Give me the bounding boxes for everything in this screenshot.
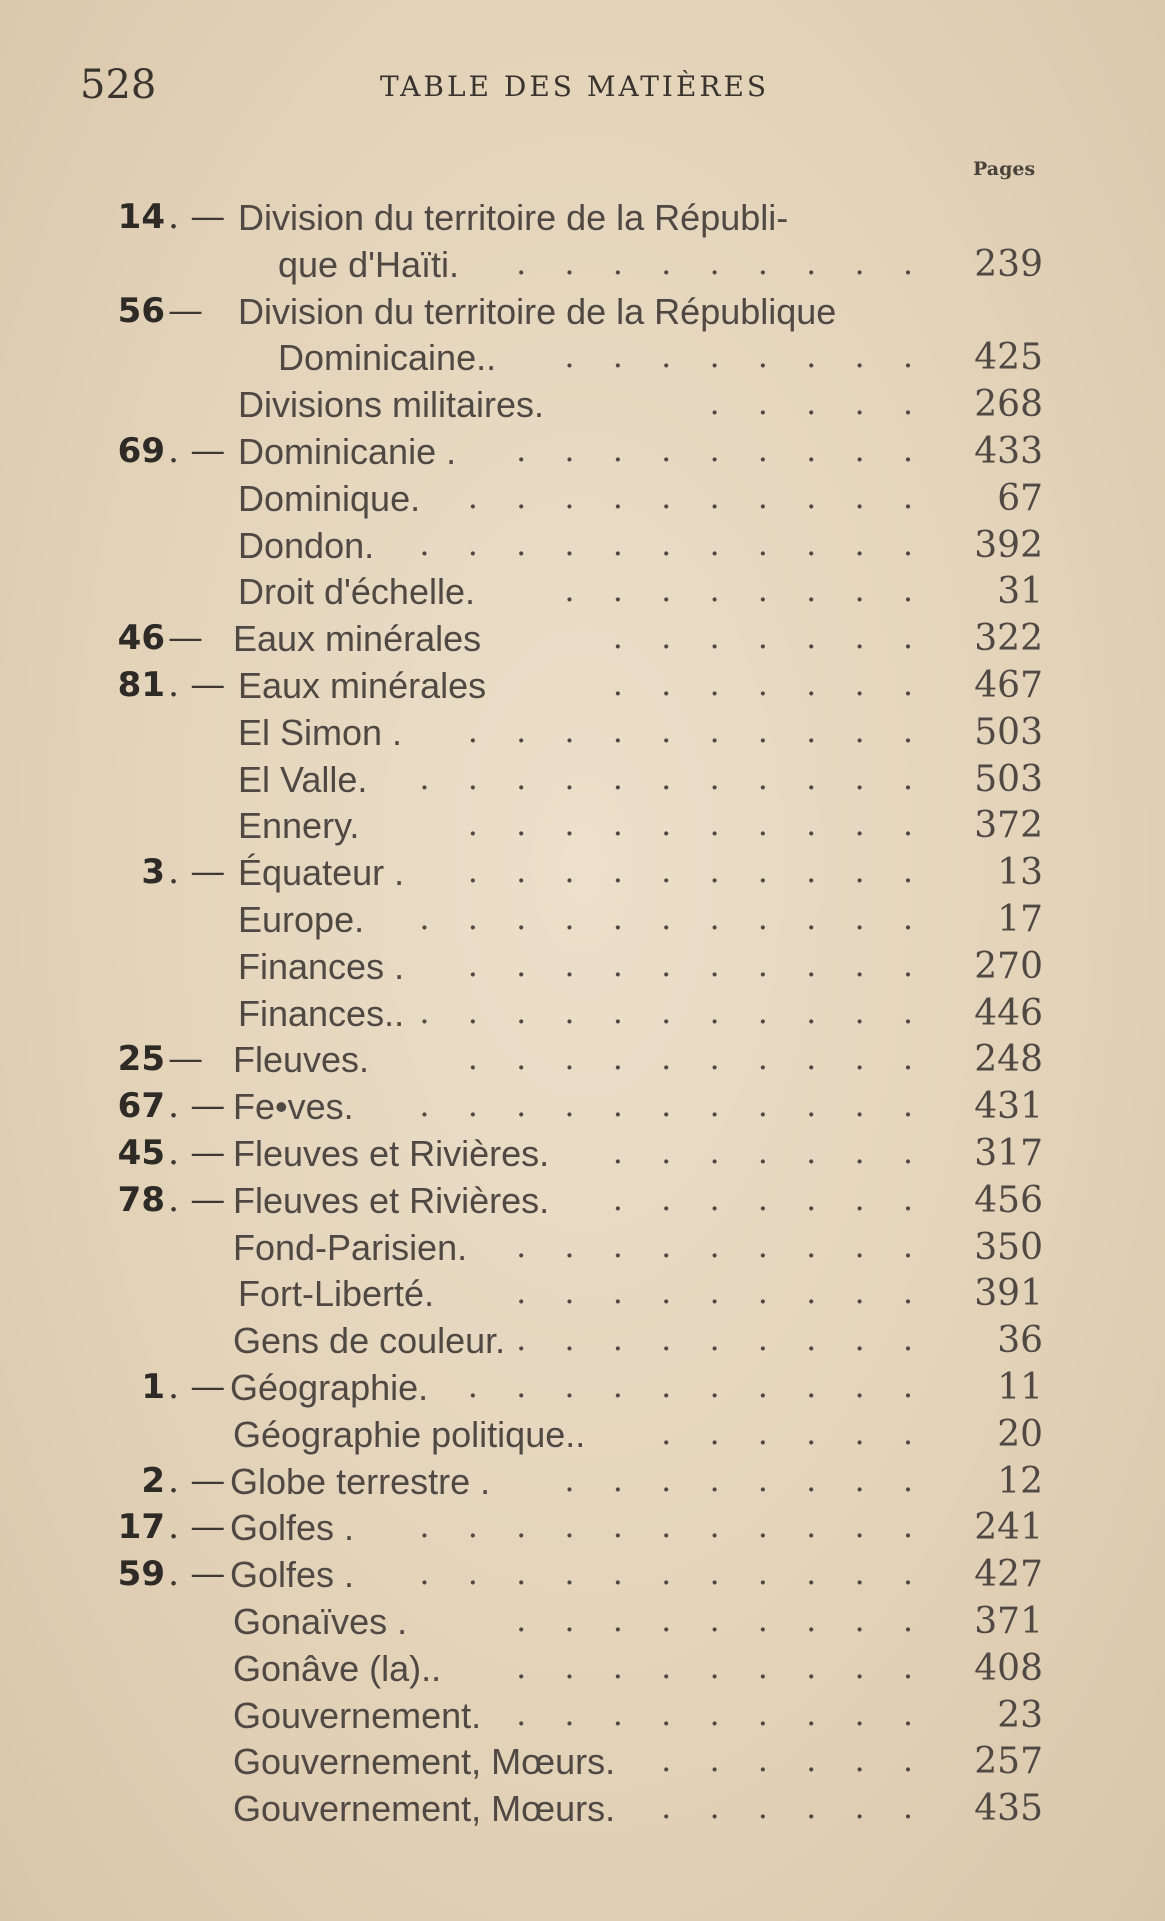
chapter-number: 78 — [117, 1179, 165, 1220]
page-reference: 467 — [974, 664, 1043, 706]
dot-leader: . . . . . . . . . . . — [419, 898, 927, 937]
entry-title: Golfes . — [230, 1507, 355, 1549]
toc-entry — [0, 803, 1165, 850]
entry-title: Dominicaine.. — [278, 337, 497, 379]
dot-leader: . . . . . . . . . . . — [419, 1554, 927, 1593]
dot-leader: . . . . . . . . . . — [467, 945, 927, 984]
dash-separator: — — [168, 1039, 203, 1080]
dot-leader: . . . . . . — [661, 1741, 927, 1780]
dash-separator: . — — [168, 1554, 226, 1595]
dash-separator: . — — [168, 1179, 226, 1220]
entry-title: Gouvernement, Mœurs. — [233, 1741, 616, 1783]
dot-leader: . . . . . . . — [612, 618, 927, 657]
dot-leader: . . . . . . . . . — [516, 1694, 927, 1733]
page-number: 528 — [80, 62, 157, 108]
dash-separator: . — — [168, 1132, 226, 1173]
page-reference: 425 — [974, 337, 1043, 379]
toc-entry — [0, 1084, 1165, 1131]
dot-leader: . . . . . . . . . . . — [419, 1086, 927, 1125]
page-reference: 13 — [997, 852, 1043, 894]
page-reference: 67 — [997, 477, 1043, 519]
dash-separator: . — — [168, 1366, 226, 1407]
dot-leader: . . . . . — [709, 384, 927, 423]
page-reference: 408 — [974, 1647, 1043, 1689]
page-reference: 20 — [997, 1413, 1043, 1455]
dot-leader: . . . . . . . . . — [516, 1647, 927, 1686]
entry-title: Gonaïves . — [233, 1600, 408, 1642]
dot-leader: . . . . . . . . . . — [467, 1366, 927, 1405]
toc-entry — [0, 289, 1165, 336]
entry-title: Géographie. — [230, 1366, 429, 1408]
entry-title: Fort-Liberté. — [238, 1273, 435, 1315]
page-reference: 427 — [974, 1554, 1043, 1596]
entry-title: Divisions militaires. — [238, 384, 545, 426]
page-reference: 239 — [974, 243, 1043, 285]
dash-separator: . — — [168, 197, 226, 237]
entry-title: Dominicanie . — [238, 430, 457, 472]
toc-entry — [0, 1552, 1165, 1599]
dash-separator: — — [168, 290, 203, 331]
dot-leader: . . . . . . . . . — [516, 1320, 927, 1359]
chapter-number: 1 — [141, 1366, 165, 1407]
chapter-number: 56 — [117, 290, 165, 331]
dot-leader: . . . . . . . — [612, 1132, 927, 1171]
toc-entry — [0, 195, 1165, 242]
dot-leader: . . . . . . — [661, 1788, 927, 1827]
entry-title: Eaux minérales — [238, 664, 487, 706]
toc-entry — [0, 382, 1165, 429]
entry-title: Fe•ves. — [233, 1086, 354, 1128]
dot-leader: . . . . . . . . . — [516, 1226, 927, 1265]
toc-entry — [0, 1225, 1165, 1272]
dot-leader: . . . . . . . . . . — [467, 711, 927, 750]
chapter-number: 69 — [117, 430, 165, 471]
dot-leader: . . . . . . . . . . — [467, 1039, 927, 1078]
toc-entry — [0, 242, 1165, 289]
entry-title: Gens de couleur. — [233, 1320, 506, 1362]
toc-entry — [0, 335, 1165, 382]
toc-entry — [0, 757, 1165, 804]
dot-leader: . . . . . . . . . . . — [419, 758, 927, 797]
table-of-contents — [0, 195, 1165, 1833]
dot-leader: . . . . . . . . . . — [467, 852, 927, 891]
toc-entry — [0, 569, 1165, 616]
toc-entry — [0, 850, 1165, 897]
dot-leader: . . . . . . . . . — [516, 243, 927, 282]
chapter-number: 59 — [117, 1554, 165, 1595]
toc-entry — [0, 897, 1165, 944]
toc-entry — [0, 1271, 1165, 1318]
dot-leader: . . . . . . . . . . — [467, 805, 927, 844]
page-reference: 503 — [974, 711, 1043, 753]
page-reference: 268 — [974, 384, 1043, 426]
entry-title: El Valle. — [238, 758, 368, 800]
dot-leader: . . . . . . . . — [564, 1460, 927, 1499]
page-reference: 350 — [974, 1226, 1043, 1268]
dash-separator: . — — [168, 430, 226, 471]
page-reference: 435 — [974, 1788, 1043, 1830]
entry-title: Fleuves. — [233, 1039, 370, 1081]
entry-title: Division du territoire de la Républi- — [238, 197, 789, 238]
chapter-number: 3 — [141, 852, 165, 893]
chapter-number: 46 — [117, 618, 165, 659]
chapter-number: 17 — [117, 1507, 165, 1548]
dot-leader: . . . . . . . . . . — [467, 477, 927, 516]
toc-entry — [0, 429, 1165, 476]
entry-title: Fleuves et Rivières. — [233, 1132, 550, 1174]
page-reference: 392 — [974, 524, 1043, 566]
toc-entry — [0, 1739, 1165, 1786]
dash-separator: . — — [168, 852, 226, 893]
page-reference: 372 — [974, 805, 1043, 847]
page-reference: 446 — [974, 992, 1043, 1034]
entry-title: Europe. — [238, 898, 365, 940]
toc-entry — [0, 710, 1165, 757]
entry-title: Fleuves et Rivières. — [233, 1179, 550, 1221]
page-reference: 322 — [974, 618, 1043, 660]
entry-title: Ennery. — [238, 805, 360, 847]
chapter-number: 67 — [117, 1086, 165, 1127]
toc-entry — [0, 523, 1165, 570]
toc-entry — [0, 1786, 1165, 1833]
page-reference: 12 — [997, 1460, 1043, 1502]
entry-title: Gouvernement. — [233, 1694, 482, 1736]
chapter-number: 25 — [117, 1039, 165, 1080]
dash-separator: — — [168, 618, 203, 659]
dot-leader: . . . . . . . . . . . — [419, 1507, 927, 1546]
entry-title: Division du territoire de la République — [238, 290, 837, 332]
dot-leader: . . . . . . . . — [564, 571, 927, 610]
page-reference: 503 — [974, 758, 1043, 800]
entry-title: Fond-Parisien. — [233, 1226, 468, 1268]
toc-entry — [0, 944, 1165, 991]
entry-title: Équateur . — [238, 852, 405, 894]
page-reference: 23 — [997, 1694, 1043, 1736]
toc-entry — [0, 1599, 1165, 1646]
entry-title: Globe terrestre . — [230, 1460, 491, 1502]
toc-entry — [0, 1646, 1165, 1693]
entry-title: Eaux minérales — [233, 618, 482, 660]
entry-title: que d'Haïti. — [278, 243, 459, 285]
toc-entry — [0, 1037, 1165, 1084]
page-reference: 433 — [974, 430, 1043, 472]
entry-title: Finances . — [238, 945, 405, 987]
page-reference: 31 — [997, 571, 1043, 613]
page-reference: 17 — [997, 898, 1043, 940]
dot-leader: . . . . . . — [661, 1413, 927, 1452]
toc-entry — [0, 1412, 1165, 1459]
page-reference: 257 — [974, 1741, 1043, 1783]
entry-title: Golfes . — [230, 1554, 355, 1596]
dot-leader: . . . . . . . . — [564, 337, 927, 376]
entry-title: Gonâve (la).. — [233, 1647, 442, 1689]
entry-title: Géographie politique.. — [233, 1413, 586, 1455]
chapter-number: 45 — [117, 1132, 165, 1173]
entry-title: El Simon . — [238, 711, 403, 753]
entry-title: Gouvernement, Mœurs. — [233, 1788, 616, 1830]
running-head: TABLE DES MATIÈRES — [380, 70, 770, 103]
page-reference: 36 — [997, 1320, 1043, 1362]
toc-entry — [0, 663, 1165, 710]
page-reference: 270 — [974, 945, 1043, 987]
toc-entry — [0, 1693, 1165, 1740]
page-reference: 371 — [974, 1600, 1043, 1642]
dot-leader: . . . . . . . — [612, 664, 927, 703]
dash-separator: . — — [168, 1460, 226, 1501]
dot-leader: . . . . . . . . . — [516, 1600, 927, 1639]
page-reference: 11 — [997, 1366, 1043, 1408]
page-reference: 456 — [974, 1179, 1043, 1221]
dash-separator: . — — [168, 1507, 226, 1548]
page-reference: 248 — [974, 1039, 1043, 1081]
entry-title: Droit d'échelle. — [238, 571, 475, 613]
toc-entry — [0, 1365, 1165, 1412]
entry-title: Finances.. — [238, 992, 405, 1034]
toc-entry — [0, 1178, 1165, 1225]
dot-leader: . . . . . . . — [612, 1179, 927, 1218]
page-reference: 241 — [974, 1507, 1043, 1549]
dash-separator: . — — [168, 1086, 226, 1127]
entry-title: Dondon. — [238, 524, 375, 566]
chapter-number: 14 — [117, 197, 165, 237]
toc-entry — [0, 1318, 1165, 1365]
page-reference: 431 — [974, 1086, 1043, 1128]
toc-entry — [0, 1131, 1165, 1178]
dot-leader: . . . . . . . . . . . — [419, 524, 927, 563]
chapter-number: 2 — [141, 1460, 165, 1501]
dot-leader: . . . . . . . . . . . — [419, 992, 927, 1031]
toc-entry — [0, 991, 1165, 1038]
page-reference: 391 — [974, 1273, 1043, 1315]
toc-entry — [0, 1459, 1165, 1506]
dot-leader: . . . . . . . . . — [516, 1273, 927, 1312]
page-reference: 317 — [974, 1132, 1043, 1174]
toc-entry — [0, 476, 1165, 523]
dash-separator: . — — [168, 664, 226, 705]
toc-entry — [0, 616, 1165, 663]
entry-title: Dominique. — [238, 477, 421, 519]
pages-column-label: Pages — [973, 158, 1036, 180]
chapter-number: 81 — [117, 664, 165, 705]
dot-leader: . . . . . . . . . — [516, 430, 927, 469]
toc-entry — [0, 1505, 1165, 1552]
